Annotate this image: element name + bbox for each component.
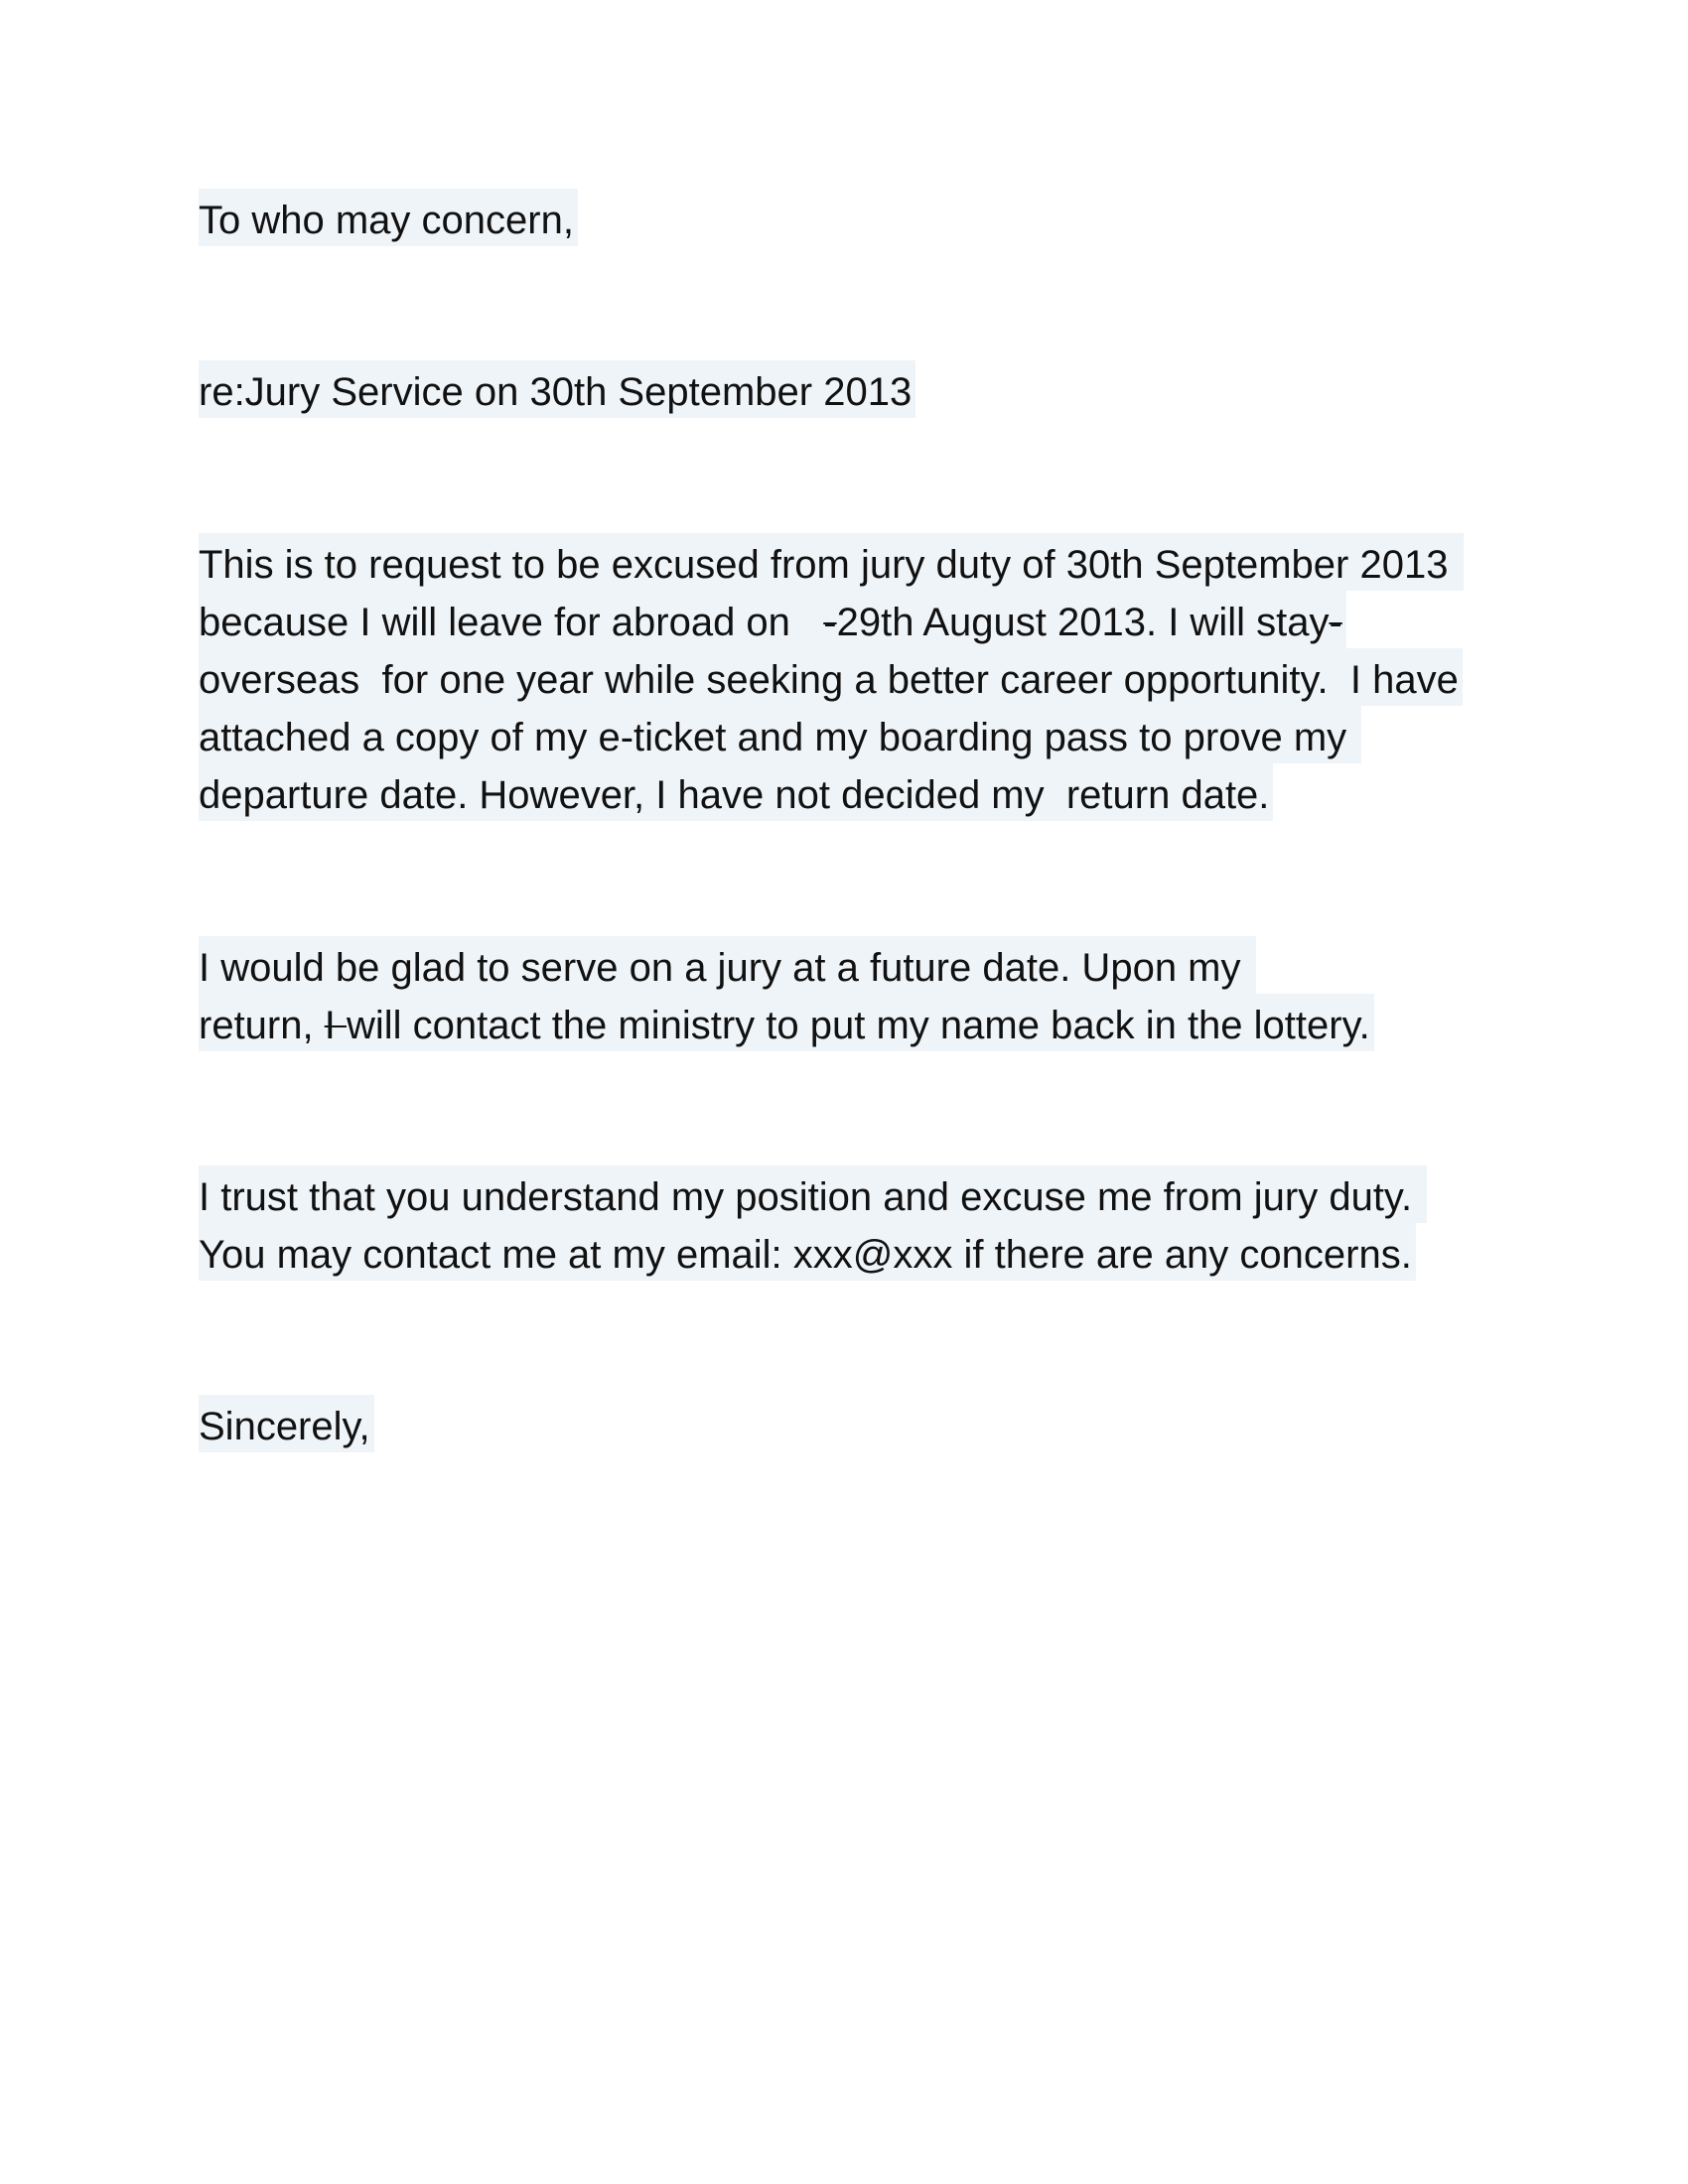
salutation	[199, 189, 578, 246]
paragraph-line: You may contact me at my email: xxx@xxx if there are any concerns.	[199, 1223, 1416, 1281]
paragraph-line: attached a copy of my e-ticket and my boarding pass to prove my	[199, 706, 1361, 763]
paragraph-line	[199, 591, 1346, 648]
subject-line	[199, 360, 915, 418]
paragraph-line: I would be glad to serve on a jury at a future date. Upon my	[199, 936, 1256, 994]
paragraph-line-segment: return,	[199, 1004, 325, 1047]
paragraph-line-segment: because I will leave for abroad on	[199, 601, 824, 644]
struck-text: -	[1329, 601, 1342, 644]
paragraph-line	[199, 994, 1374, 1051]
paragraph-future-service	[199, 936, 1374, 1051]
paragraph-contact	[199, 1165, 1427, 1281]
paragraph-line: I trust that you understand my position and excuse me from jury duty.	[199, 1165, 1427, 1223]
struck-text: I	[324, 1004, 347, 1047]
paragraph-line-segment: will contact the ministry to put my name back in the lottery.	[346, 1004, 1370, 1047]
paragraph-line: departure date. However, I have not decided my return date.	[199, 763, 1273, 821]
subject-text: re:Jury Service on 30th September 2013	[199, 360, 915, 418]
salutation-text: To who may concern,	[199, 189, 578, 246]
paragraph-line: This is to request to be excused from jury duty of 30th September 2013	[199, 533, 1464, 591]
paragraph-line-segment: 29th August 2013. I will stay	[836, 601, 1330, 644]
struck-text: -	[823, 601, 837, 644]
closing	[199, 1395, 374, 1452]
closing-text: Sincerely,	[199, 1395, 374, 1452]
paragraph-request	[199, 533, 1464, 821]
paragraph-line: overseas for one year while seeking a better career opportunity. I have	[199, 648, 1463, 706]
